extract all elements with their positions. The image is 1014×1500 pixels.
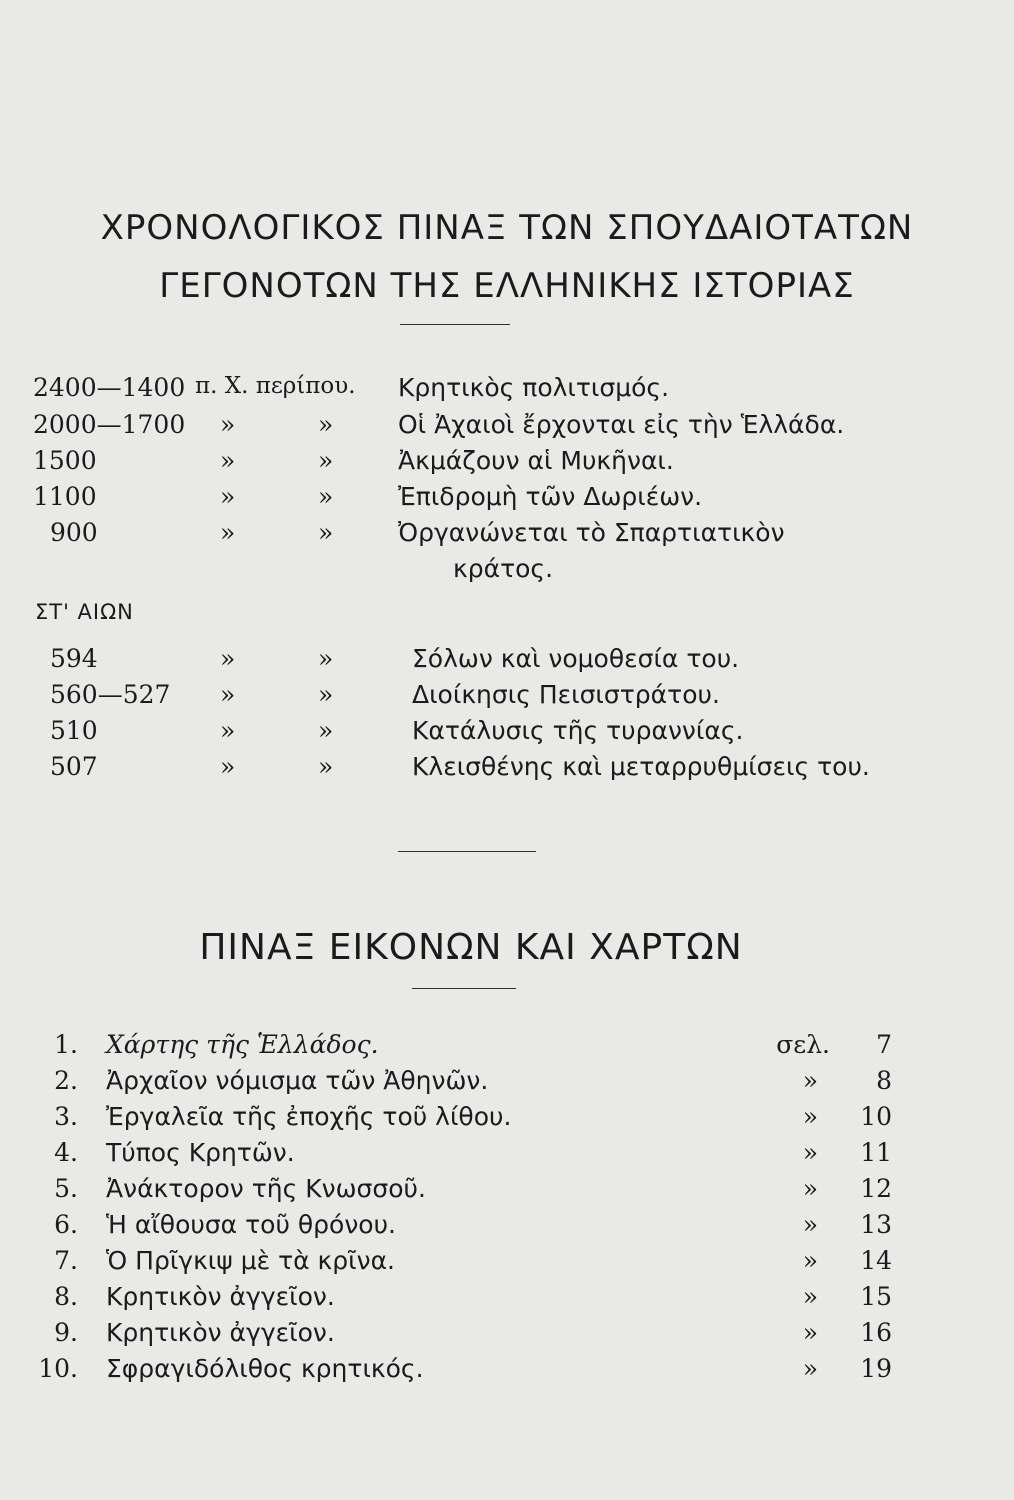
chronology-event: Ἐπιδρομὴ τῶν Δωριέων. <box>398 482 703 511</box>
page-number: 13 <box>860 1210 892 1239</box>
chronology-event: Κατάλυσις τῆς τυραννίας. <box>412 716 744 745</box>
item-title: Σφραγιδόλιθος κρητικός. <box>106 1354 424 1383</box>
ditto-mark: » <box>802 1318 818 1347</box>
ditto-mark: » <box>220 482 236 511</box>
ditto-mark: » <box>802 1102 818 1131</box>
chronology-row <box>0 410 1014 446</box>
page-number: 14 <box>860 1246 892 1275</box>
chronology-event: Κλεισθένης καὶ μεταρρυθμίσεις του. <box>412 752 870 781</box>
page-number: 15 <box>860 1282 892 1311</box>
ditto-mark: » <box>220 518 236 547</box>
item-number: 3. <box>54 1102 78 1131</box>
chronology-date: 2400—1400 <box>33 373 186 402</box>
ditto-mark: » <box>802 1282 818 1311</box>
ditto-mark: » <box>318 482 334 511</box>
chronology-event: Οἱ Ἀχαιοὶ ἔρχονται εἰς τὴν Ἑλλάδα. <box>398 410 845 439</box>
ditto-mark: » <box>802 1354 818 1383</box>
ditto-mark: » <box>802 1210 818 1239</box>
ditto-mark: » <box>318 716 334 745</box>
title-divider <box>412 988 516 989</box>
page-number: 11 <box>860 1138 892 1167</box>
section-divider <box>398 851 536 852</box>
page-ref-label: σελ. <box>776 1030 830 1059</box>
item-title: Ἐργαλεῖα τῆς ἐποχῆς τοῦ λίθου. <box>106 1102 512 1131</box>
ditto-mark: » <box>220 716 236 745</box>
chronology-row <box>0 482 1014 518</box>
century-label: ΣΤ' ΑΙΩΝ <box>35 600 134 624</box>
illustration-item <box>0 1318 1014 1354</box>
item-title: Χάρτης τῆς Ἑλλάδος. <box>106 1030 379 1059</box>
item-number: 7. <box>54 1246 78 1275</box>
ditto-mark: » <box>802 1066 818 1095</box>
chronology-date: 2000—1700 <box>33 410 186 439</box>
ditto-mark: » <box>318 680 334 709</box>
chronology-row <box>0 716 1014 752</box>
chronology-row <box>0 680 1014 716</box>
item-title: Ἀρχαῖον νόμισμα τῶν Ἀθηνῶν. <box>106 1066 489 1095</box>
ditto-mark: » <box>318 752 334 781</box>
item-number: 6. <box>54 1210 78 1239</box>
item-number: 1. <box>54 1030 78 1059</box>
chronology-date: 594 <box>50 644 98 673</box>
illustration-item <box>0 1354 1014 1390</box>
ditto-mark: » <box>220 410 236 439</box>
chronology-date: 900 <box>50 518 98 547</box>
chronology-event: Κρητικὸς πολιτισμός. <box>398 373 670 402</box>
item-title: Κρητικὸν ἀγγεῖον. <box>106 1318 335 1347</box>
chronology-date: 1100 <box>33 482 97 511</box>
illustration-item <box>0 1210 1014 1246</box>
illustration-item <box>0 1174 1014 1210</box>
item-title: Ὁ Πρῖγκιψ μὲ τὰ κρῖνα. <box>106 1246 396 1275</box>
ditto-mark: » <box>802 1174 818 1203</box>
page-number: 10 <box>860 1102 892 1131</box>
ditto-mark: » <box>318 644 334 673</box>
chronology-event: Σόλων καὶ νομοθεσία του. <box>412 644 740 673</box>
ditto-mark: » <box>802 1246 818 1275</box>
page-number: 8 <box>876 1066 892 1095</box>
chronology-row <box>0 373 1014 409</box>
item-title: Τύπος Κρητῶν. <box>106 1138 295 1167</box>
illustrations-title: ΠΙΝΑΞ ΕΙΚΟΝΩΝ ΚΑΙ ΧΑΡΤΩΝ <box>199 927 743 968</box>
illustration-item <box>0 1282 1014 1318</box>
ditto-mark: » <box>318 446 334 475</box>
item-number: 8. <box>54 1282 78 1311</box>
chronology-event: Ἀκμάζουν αἱ Μυκῆναι. <box>398 446 674 475</box>
item-number: 9. <box>54 1318 78 1347</box>
chronology-date: 510 <box>50 716 98 745</box>
illustration-item <box>0 1030 1014 1066</box>
ditto-mark: » <box>220 752 236 781</box>
page-number: 19 <box>860 1354 892 1383</box>
chronology-title-line1: ΧΡΟΝΟΛΟΓΙΚΟΣ ΠΙΝΑΞ ΤΩΝ ΣΠΟΥΔΑΙΟΤΑΤΩΝ <box>100 208 914 248</box>
chronology-date: 560—527 <box>50 680 171 709</box>
chronology-row <box>0 518 1014 554</box>
item-number: 5. <box>54 1174 78 1203</box>
title-divider <box>400 324 510 325</box>
ditto-mark: » <box>318 518 334 547</box>
page-number: 16 <box>860 1318 892 1347</box>
chronology-circa: π. Χ. περίπου. <box>195 373 356 399</box>
item-title: Ἡ αἴθουσα τοῦ θρόνου. <box>106 1210 396 1239</box>
illustration-item <box>0 1138 1014 1174</box>
item-number: 10. <box>38 1354 78 1383</box>
ditto-mark: » <box>220 680 236 709</box>
chronology-event: Διοίκησις Πεισιστράτου. <box>412 680 720 709</box>
page-number: 12 <box>860 1174 892 1203</box>
chronology-row <box>0 644 1014 680</box>
ditto-mark: » <box>318 410 334 439</box>
illustration-item <box>0 1066 1014 1102</box>
chronology-title-line2: ΓΕΓΟΝΟΤΩΝ ΤΗΣ ΕΛΛΗΝΙΚΗΣ ΙΣΤΟΡΙΑΣ <box>159 266 855 306</box>
item-number: 4. <box>54 1138 78 1167</box>
chronology-row <box>0 446 1014 482</box>
ditto-mark: » <box>220 644 236 673</box>
chronology-row <box>0 752 1014 788</box>
page-number: 7 <box>876 1030 892 1059</box>
chronology-date: 507 <box>50 752 98 781</box>
chronology-event: Ὀργανώνεται τὸ Σπαρτιατικὸν <box>398 518 785 547</box>
ditto-mark: » <box>802 1138 818 1167</box>
illustration-item <box>0 1102 1014 1138</box>
illustration-item <box>0 1246 1014 1282</box>
chronology-row-continuation <box>0 554 1014 590</box>
item-title: Ἀνάκτορον τῆς Κνωσσοῦ. <box>106 1174 426 1203</box>
ditto-mark: » <box>220 446 236 475</box>
chronology-event-continuation: κράτος. <box>453 554 554 583</box>
item-number: 2. <box>54 1066 78 1095</box>
item-title: Κρητικὸν ἀγγεῖον. <box>106 1282 335 1311</box>
chronology-date: 1500 <box>33 446 97 475</box>
